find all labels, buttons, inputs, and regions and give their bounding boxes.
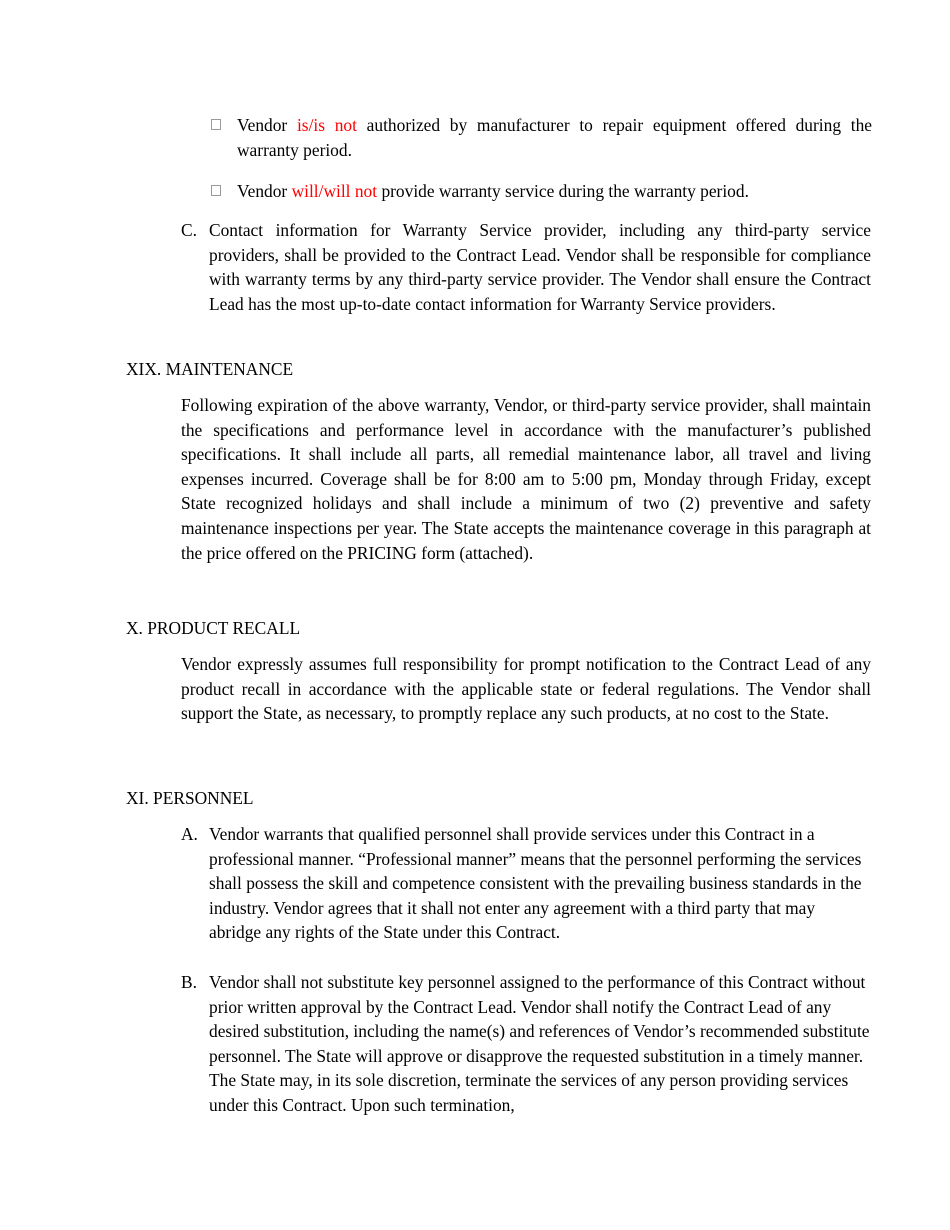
option-prefix: Vendor [237,115,297,135]
option-suffix: provide warranty service during the warranty period. [377,181,749,201]
checkbox-icon[interactable] [211,119,221,130]
option-choice: will/will not [291,181,378,201]
warranty-option-service [237,179,872,204]
product-recall-paragraph: Vendor expressly assumes full responsibility for prompt notification to the Contract Lead of any product recall in accordance with the applicable state or federal regulations. The Vendor shall support the State, as necessary, to promptly replace any such products, at no cost to the State. [181,654,871,724]
section-heading-maintenance: XIX. MAINTENANCE [126,359,294,379]
personnel-item-a [181,822,871,945]
option-prefix: Vendor [237,181,292,201]
option-choice: is/is not [296,115,357,135]
list-item-text: Vendor warrants that qualified personnel shall provide services under this Contract in a professional manner. “Professional manner” means that the personnel performing the services shall possess the skill and competence consistent with the prevailing business standards in the industry. Vendor agrees that it shall not enter any agreement with a third party that may abridge any rights of the State under this Contract. [209,824,862,943]
option-suffix: authorized by manufacturer to repair equipment offered during the warranty period. [237,115,872,160]
warranty-option-authorized [237,113,872,162]
maintenance-paragraph: Following expiration of the above warranty, Vendor, or third-party service provider, shall maintain the specifications and performance level in accordance with the manufacturer’s published specifications. It shall include all parts, all remedial maintenance labor, all travel and living expenses incurred. Coverage shall be for 8:00 am to 5:00 pm, Monday through Friday, except State recognized holidays and shall include a minimum of two (2) preventive and safety maintenance inspections per year. The State accepts the maintenance coverage in this paragraph at the price offered on the PRICING form (attached). [181,395,871,563]
section-heading-product-recall: X. PRODUCT RECALL [126,618,301,638]
personnel-item-b [181,970,871,1118]
list-item-text: Vendor shall not substitute key personnel assigned to the performance of this Contract without prior written approval by the Contract Lead. Vendor shall notify the Contract Lead of any desired substitution, including the name(s) and references of Vendor’s recommended substitute personnel. The State will approve or disapprove the requested substitution in a timely manner. The State may, in its sole discretion, terminate the services of any person providing services under this Contract. Upon such termination, [209,972,870,1115]
section-heading-personnel: XI. PERSONNEL [126,788,254,808]
warranty-item-c [181,218,871,316]
list-marker: A. [181,824,198,844]
list-marker: C. [181,220,197,240]
list-item-text: Contact information for Warranty Service provider, including any third-party service providers, shall be provided to the Contract Lead. Vendor shall be responsible for compliance with warranty terms by any third-party service provider. The Vendor shall ensure the Contract Lead has the most up-to-date contact information for Warranty Service providers. [209,220,871,314]
checkbox-icon[interactable] [211,185,221,196]
list-marker: B. [181,972,197,992]
